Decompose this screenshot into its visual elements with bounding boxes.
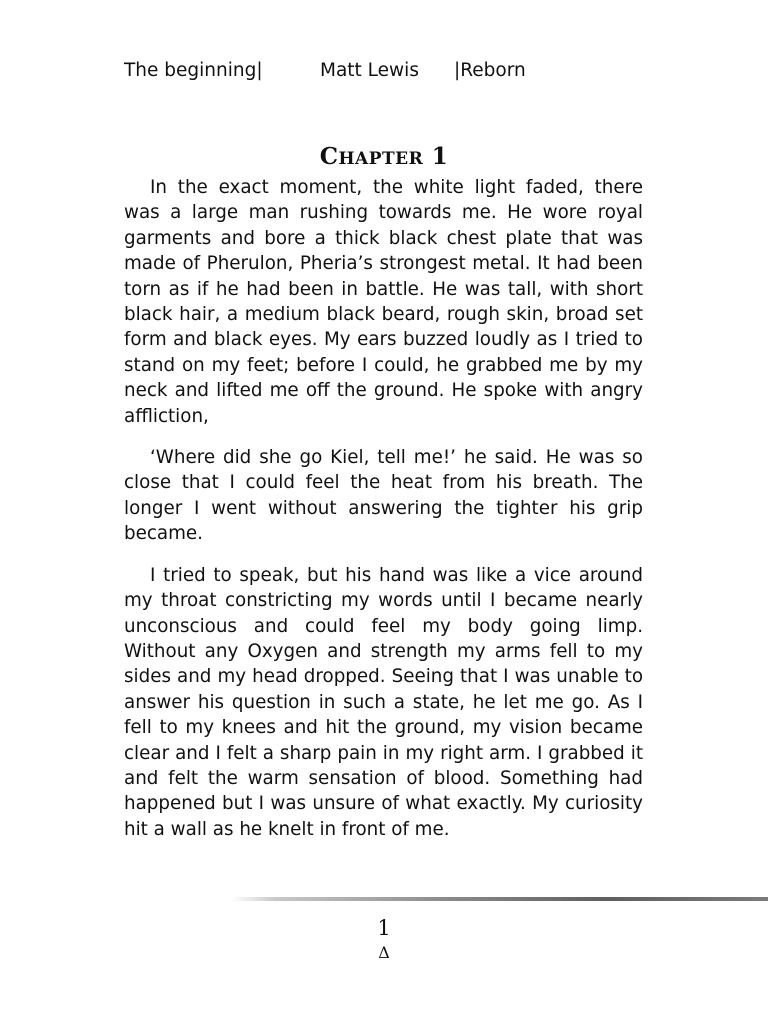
running-header [124,60,526,81]
chapter-title-initial: C [319,143,339,170]
page-number: 1 [377,916,391,940]
chapter-body [124,175,643,858]
footer-rule [232,897,768,901]
chapter-title [0,143,768,170]
paragraph: I tried to speak, but his hand was like a vice around my throat constricting my words until I became nearly unconscious and could feel my body going limp. Without any Oxygen and strength my arms fell to my sides and my head dropped. Seeing that I was unable to answer his question in such a state, he let me go. As I fell to my knees and hit the ground, my vision became clear and I felt a sharp pain in my right arm. I grabbed it and felt the warm sensation of blood. Something had happened but I was unsure of what exactly. My curiosity hit a wall as he knelt in front of me. [124,564,643,840]
paragraph: ‘Where did she go Kiel, tell me!’ he said. He was so close that I could feel the heat from his breath. The longer I went without answering the tighter his grip became. [124,447,643,545]
chapter-number: 1 [431,143,449,170]
delta-ornament-icon: Δ [378,943,390,962]
paragraph: In the exact moment, the white light faded, there was a large man rushing towards me. He wore royal garments and bore a thick black chest plate that was made of Pherulon, Pheria’s strongest metal. It had been torn as if he had been in battle. He was tall, with short black hair, a medium black beard, rough skin, broad set form and black eyes. My ears buzzed loudly as I tried to stand on my feet; before I could, he grabbed me by my neck and lifted me off the ground. He spoke with angry affliction, [124,177,643,427]
header-right: |Reborn [454,60,526,81]
header-left: The beginning| [124,60,263,81]
chapter-title-word: HAPTER [338,149,424,169]
header-author: Matt Lewis [320,60,419,81]
